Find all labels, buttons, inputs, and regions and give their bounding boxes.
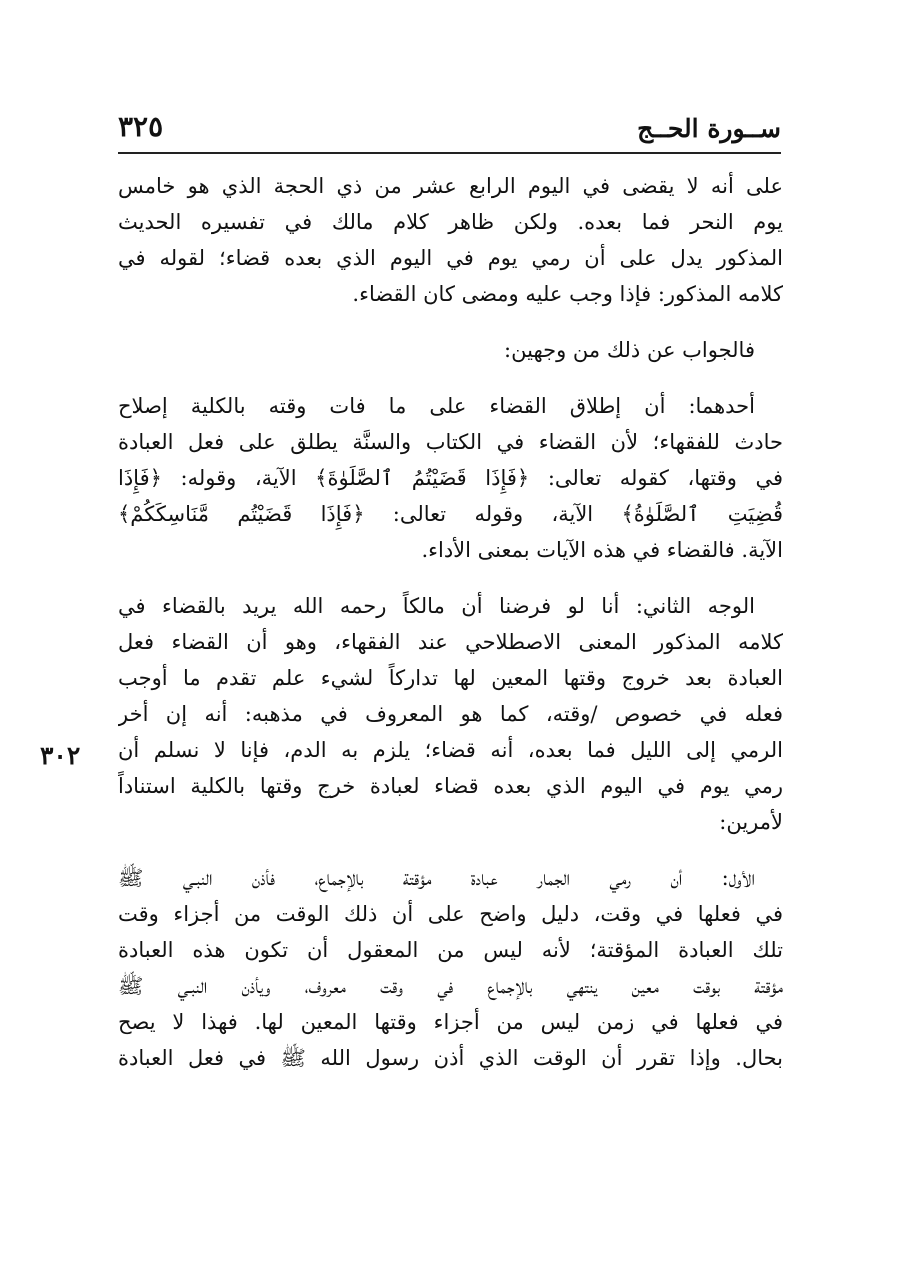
text-line: الأول: أن رمي الجمار عبادة مؤقتة بالإجماع، فأذن النبـي ﷺ — [118, 866, 755, 890]
margin-page-reference: ٣٠٢ — [40, 741, 81, 770]
text-line: لأمرين: — [719, 810, 783, 834]
page-number: ٣٢٥ — [118, 110, 164, 143]
text-line: الوجه الثاني: أنا لو فرضنا أن مالكاً رحمه الله يريد بالقضاء في — [118, 594, 755, 618]
text-line: قُضِيَتِ ٱلصَّلَوٰةُ﴾ الآية، وقوله تعالى: ﴿فَإِذَا قَضَيْتُم مَّنَاسِكَكُمْ﴾ — [118, 502, 783, 526]
surah-title: ســورة الحــج — [637, 114, 781, 143]
text-line: المذكور يدل على أن رمي يوم في اليوم الذي بعده قضاء؛ لقوله في — [118, 246, 783, 270]
text-line: فعله في خصوص /وقته، كما هو المعروف في مذهبه: أنه إن أخر — [118, 702, 783, 726]
text-line: الرمي إلى الليل فما بعده، أنه قضاء؛ يلزم به الدم، فإنا لا نسلم أن — [118, 738, 783, 762]
text-line: يوم النحر فما بعده. ولكن ظاهر كلام مالك في تفسيره الحديث — [118, 210, 783, 234]
text-line: رمي يوم في اليوم الذي بعده قضاء لعبادة خرج وقتها بالكلية استناداً — [118, 774, 783, 798]
text-line: العبادة بعد خروج وقتها المعين لها تداركاً لشيء علم تقدم ما أوجب — [118, 666, 783, 690]
text-line: بحال. وإذا تقرر أن الوقت الذي أذن رسول الله ﷺ في فعل العبادة — [118, 1046, 783, 1070]
text-body — [118, 168, 783, 1076]
text-line: كلامه المذكور: فإذا وجب عليه ومضى كان القضاء. — [352, 282, 783, 306]
text-line: تلك العبادة المؤقتة؛ لأنه ليس من المعقول أن تكون هذه العبادة — [118, 938, 783, 962]
text-line: أحدهما: أن إطلاق القضاء على ما فات وقته بالكلية إصلاح — [118, 394, 755, 418]
text-line: الآية. فالقضاء في هذه الآيات بمعنى الأداء. — [421, 538, 783, 562]
text-line: في وقتها، كقوله تعالى: ﴿فَإِذَا قَضَيْتُمُ ٱلصَّلَوٰةَ﴾ الآية، وقوله: ﴿فَإِذَا — [118, 466, 783, 490]
text-line: مؤقتة بوقت معين ينتهي بالإجماع في وقت معروف، ويأذن النبـي ﷺ — [118, 974, 783, 998]
text-line: كلامه المذكور المعنى الاصطلاحي عند الفقهاء، وهو أن القضاء فعل — [118, 630, 783, 654]
text-line: حادث للفقهاء؛ لأن القضاء في الكتاب والسنَّة يطلق على فعل العبادة — [118, 430, 783, 454]
header-divider — [118, 152, 781, 154]
text-line: فالجواب عن ذلك من وجهين: — [504, 338, 755, 362]
text-line: في فعلها في وقت، دليل واضح على أن ذلك الوقت من أجزاء وقت — [118, 902, 783, 926]
text-line: في فعلها في زمن ليس من أجزاء وقتها المعين لها. فهذا لا يصح — [118, 1010, 783, 1034]
page-header — [118, 108, 781, 148]
text-line: على أنه لا يقضى في اليوم الرابع عشر من ذي الحجة الذي هو خامس — [118, 174, 783, 198]
